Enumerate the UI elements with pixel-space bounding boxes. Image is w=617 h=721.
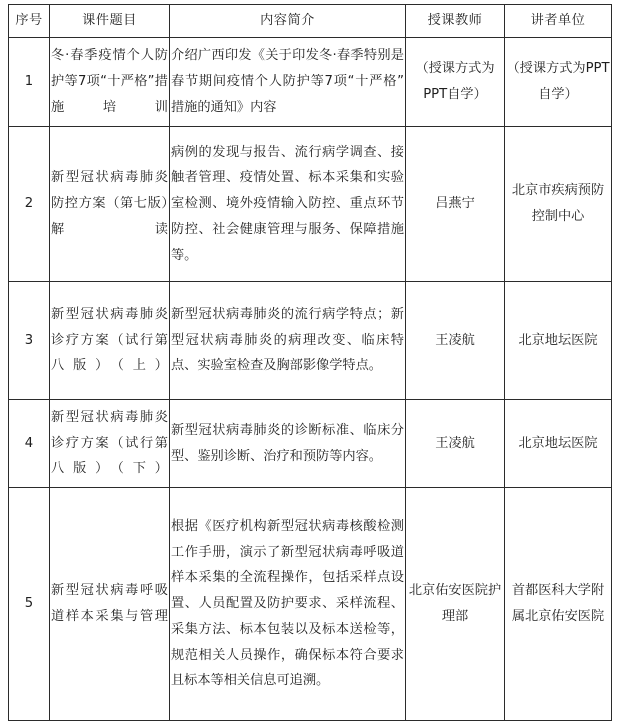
cell-teacher: 王凌航 xyxy=(406,282,505,400)
cell-description: 病例的发现与报告、流行病学调查、接触者管理、疫情处置、标本采集和实验室检测、境外疫情输入防控、重点环节防控、社会健康管理与服务、保障措施等。 xyxy=(170,127,406,282)
cell-index: 1 xyxy=(9,38,50,127)
cell-description: 介绍广西印发《关于印发冬·春季特别是春节期间疫情个人防护等7项“十严格”措施的通知》内容 xyxy=(170,38,406,127)
cell-index: 2 xyxy=(9,127,50,282)
column-header-unit: 讲者单位 xyxy=(505,5,612,38)
column-header-index: 序号 xyxy=(9,5,50,38)
cell-description: 新型冠状病毒肺炎的流行病学特点；新型冠状病毒肺炎的病理改变、临床特点、实验室检查及胸部影像学特点。 xyxy=(170,282,406,400)
cell-index: 3 xyxy=(9,282,50,400)
cell-teacher: 王凌航 xyxy=(406,400,505,488)
table-row xyxy=(9,38,612,127)
table-row xyxy=(9,282,612,400)
table-header xyxy=(9,5,612,38)
cell-index: 4 xyxy=(9,400,50,488)
course-table xyxy=(8,4,612,721)
cell-title: 新型冠状病毒肺炎防控方案（第七版）解读 xyxy=(50,127,170,282)
cell-title: 新型冠状病毒肺炎诊疗方案（试行第八版）（上） xyxy=(50,282,170,400)
cell-description: 根据《医疗机构新型冠状病毒核酸检测工作手册，演示了新型冠状病毒呼吸道样本采集的全流程操作，包括采样点设置、人员配置及防护要求、采样流程、采集方法、标本包装以及标本送检等，规范相关人员操作，确保标本符合要求且标本等相关信息可追溯。 xyxy=(170,488,406,721)
cell-unit: 北京地坛医院 xyxy=(505,400,612,488)
cell-teacher: （授课方式为PPT自学） xyxy=(406,38,505,127)
cell-index: 5 xyxy=(9,488,50,721)
cell-teacher: 吕燕宁 xyxy=(406,127,505,282)
cell-description: 新型冠状病毒肺炎的诊断标准、临床分型、鉴别诊断、治疗和预防等内容。 xyxy=(170,400,406,488)
table-row xyxy=(9,127,612,282)
cell-title: 冬·春季疫情个人防护等7项“十严格”措施培训 xyxy=(50,38,170,127)
column-header-teacher: 授课教师 xyxy=(406,5,505,38)
table-header-row xyxy=(9,5,612,38)
column-header-title: 课件题目 xyxy=(50,5,170,38)
table-row xyxy=(9,400,612,488)
table-body xyxy=(9,38,612,721)
cell-unit: 北京市疾病预防控制中心 xyxy=(505,127,612,282)
cell-unit: （授课方式为PPT自学） xyxy=(505,38,612,127)
table-row xyxy=(9,488,612,721)
cell-title: 新型冠状病毒肺炎诊疗方案（试行第八版）（下） xyxy=(50,400,170,488)
cell-unit: 北京地坛医院 xyxy=(505,282,612,400)
column-header-description: 内容简介 xyxy=(170,5,406,38)
cell-title: 新型冠状病毒呼吸道样本采集与管理 xyxy=(50,488,170,721)
cell-teacher: 北京佑安医院护理部 xyxy=(406,488,505,721)
cell-unit: 首都医科大学附属北京佑安医院 xyxy=(505,488,612,721)
